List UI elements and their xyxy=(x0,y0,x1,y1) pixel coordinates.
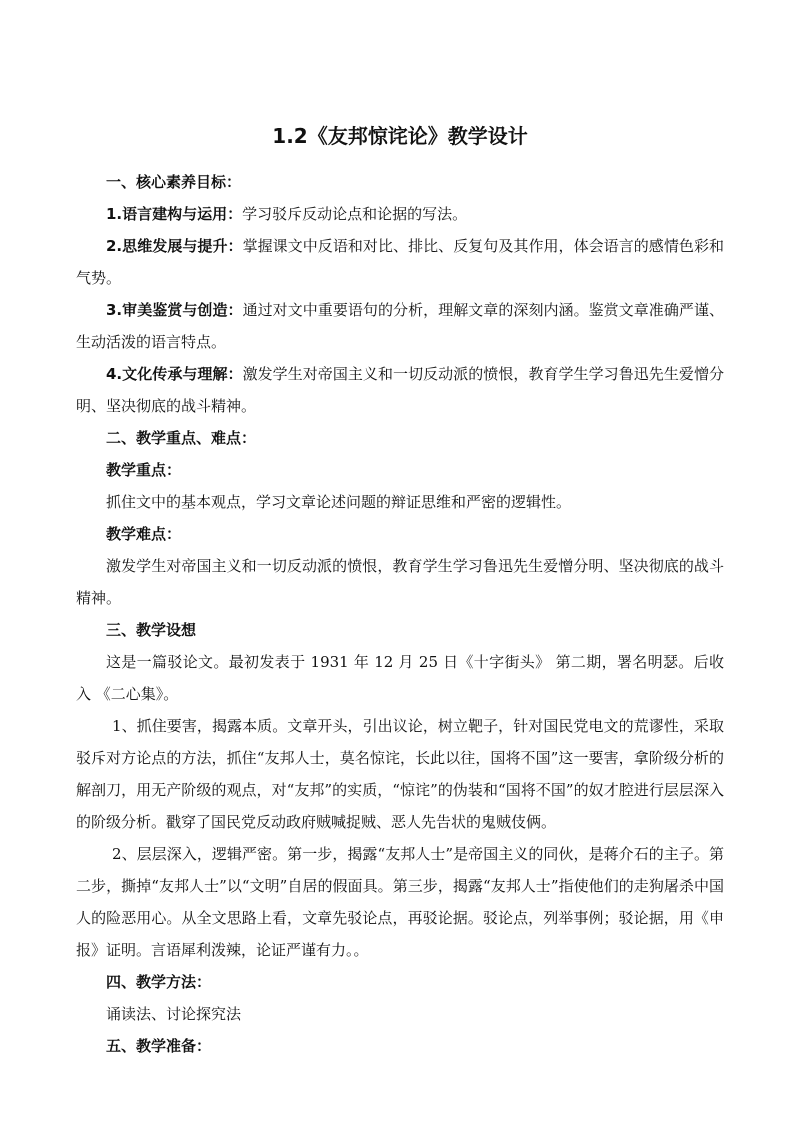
concept-paragraph-3: 2、层层深入，逻辑严密。第一步，揭露“友邦人士”是帝国主义的同伙，是蒋介石的主子。第二步，撕掉“友邦人士”以“文明”自居的假面具。第三步，揭露“友邦人士”指使他们的走狗屠杀中国人的险恶用心。从全文思路上看，文章先驳论点，再驳论据。驳论点，列举事例；驳论据，用《申报》证明。言语犀利泼辣，论证严谨有力。。 xyxy=(76,845,724,959)
section-goals-heading: 一、核心素养目标： xyxy=(106,173,242,191)
section-preparation xyxy=(76,1030,724,1062)
goal-item-2 xyxy=(76,230,724,294)
goal-item-2-text: 掌握课文中反语和对比、排比、反复句及其作用，体会语言的感情色彩和气势。 xyxy=(76,237,724,287)
concept-paragraph-2: 1、抓住要害，揭露本质。文章开头，引出议论，树立靶子，针对国民党电文的荒谬性，采取驳斥对方论点的方法，抓住“友邦人士，莫名惊诧，长此以往，国将不国”这一要害，拿阶级分析的解剖刀，用无产阶级的观点，对“友邦”的实质，“惊诧”的伪装和“国将不国”的奴才腔进行层层深入的阶级分析。戳穿了国民党反动政府贼喊捉贼、恶人先告状的鬼贼伎俩。 xyxy=(76,717,724,831)
section-methods-heading: 四、教学方法： xyxy=(106,973,212,991)
section-concept-heading: 三、教学设想 xyxy=(106,621,197,639)
goal-item-1-text: 学习驳斥反动论点和论据的写法。 xyxy=(242,205,468,223)
focus-text: 抓住文中的基本观点，学习文章论述问题的辩证思维和严密的逻辑性。 xyxy=(106,493,572,511)
section-methods xyxy=(76,966,724,1030)
section-goals xyxy=(76,166,724,422)
difficulty-heading: 教学难点： xyxy=(106,525,182,543)
methods-text: 诵读法、讨论探究法 xyxy=(106,1005,242,1023)
goal-item-4-label: 4.文化传承与理解： xyxy=(106,365,243,383)
concept-paragraph-1: 这是一篇驳论文。最初发表于 1931 年 12 月 25 日《十字街头》 第二期，署名明瑟。后收入 《二心集》。 xyxy=(76,653,724,703)
section-preparation-heading: 五、教学准备： xyxy=(106,1037,212,1055)
goal-item-3 xyxy=(76,294,724,358)
goal-item-3-label: 3.审美鉴赏与创造： xyxy=(106,301,243,319)
goal-item-2-label: 2.思维发展与提升： xyxy=(106,237,243,255)
section-key-points-heading: 二、教学重点、难点： xyxy=(106,429,257,447)
section-key-points xyxy=(76,422,724,614)
goal-item-1-label: 1.语言建构与运用： xyxy=(106,205,243,223)
focus-heading: 教学重点： xyxy=(106,461,182,479)
goal-item-1 xyxy=(76,198,724,230)
goal-item-4 xyxy=(76,358,724,422)
goal-item-4-text: 激发学生对帝国主义和一切反动派的愤恨，教育学生学习鲁迅先生爱憎分明、坚决彻底的战斗精神。 xyxy=(76,365,724,415)
difficulty-text: 激发学生对帝国主义和一切反动派的愤恨，教育学生学习鲁迅先生爱憎分明、坚决彻底的战斗精神。 xyxy=(76,557,724,607)
section-concept xyxy=(76,614,724,966)
document-title: 1.2《友邦惊诧论》教学设计 xyxy=(272,124,528,148)
goal-item-3-text: 通过对文中重要语句的分析，理解文章的深刻内涵。鉴赏文章准确严谨、生动活泼的语言特点。 xyxy=(76,301,724,351)
